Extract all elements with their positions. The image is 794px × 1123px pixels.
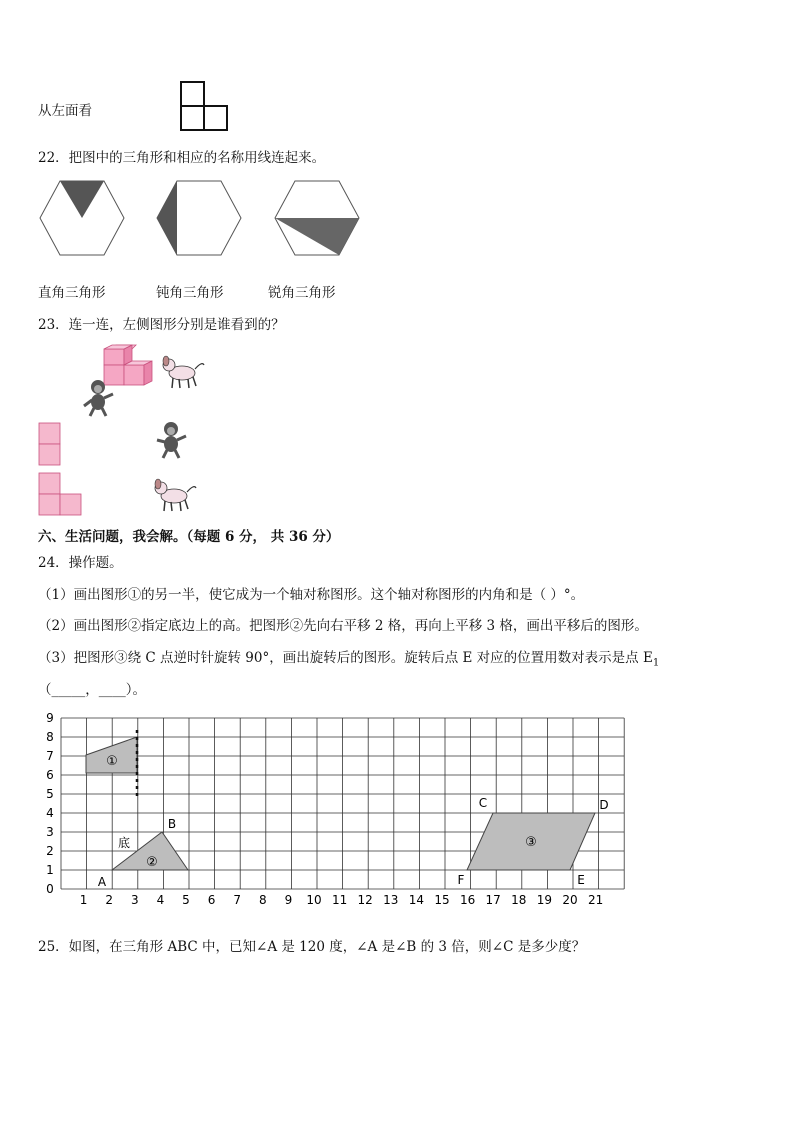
q23-question: 23．连一连，左侧图形分别是谁看到的？	[38, 317, 285, 333]
x-axis-labels	[80, 893, 603, 907]
y-axis-tick-label: 3	[46, 825, 54, 839]
q24-part1: （1）画出图形①的另一半，使它成为一个轴对称图形。这个轴对称图形的内角和是（ ）°。	[38, 587, 585, 603]
y-axis-tick-label: 2	[46, 844, 54, 858]
x-axis-tick-label: 7	[233, 893, 242, 907]
shape-3-label: ③	[525, 835, 537, 850]
x-axis-tick-label: 17	[485, 893, 501, 907]
monkey-icon	[153, 420, 189, 460]
y-axis-labels	[46, 711, 54, 896]
y-axis-tick-label: 0	[46, 882, 54, 896]
x-axis-tick-label: 6	[207, 893, 216, 907]
q24-title: 24．操作题。	[38, 555, 123, 571]
x-axis-tick-label: 4	[156, 893, 165, 907]
y-axis-tick-label: 6	[46, 768, 54, 782]
dog-icon	[152, 478, 198, 514]
hexagon-figure-3	[273, 178, 363, 258]
point-e-label: E	[577, 873, 585, 887]
q24-part3	[38, 646, 659, 669]
x-axis-tick-label: 18	[511, 893, 527, 907]
point-f-label: F	[457, 873, 465, 887]
x-axis-tick-label: 20	[562, 893, 578, 907]
x-axis-tick-label: 5	[182, 893, 190, 907]
point-b-label: B	[167, 817, 177, 831]
y-axis-tick-label: 8	[46, 730, 54, 744]
y-axis-tick-label: 1	[46, 863, 54, 877]
shape-2-label: ②	[146, 855, 158, 870]
view-figure-vertical	[38, 422, 62, 466]
x-axis-tick-label: 8	[258, 893, 267, 907]
y-axis-tick-label: 7	[46, 749, 54, 763]
section-6-title: 六、生活问题，我会解。（每题 6 分， 共 36 分）	[38, 529, 340, 545]
q24-part3-text: （3）把图形③绕 C 点逆时针旋转 90°，画出旋转后的图形。旋转后点 E 对应的位置用数对表示是点 E	[38, 650, 653, 666]
y-axis-tick-label: 4	[46, 806, 54, 820]
base-label: 底	[117, 836, 131, 850]
x-axis-tick-label: 15	[434, 893, 450, 907]
triangle-name-acute: 锐角三角形	[268, 285, 336, 301]
x-axis-tick-label: 19	[536, 893, 553, 907]
y-axis-tick-label: 9	[46, 711, 54, 725]
q24-part2: （2）画出图形②指定底边上的高。把图形②先向右平移 2 格，再向上平移 3 格，画出平移后的图形。	[38, 618, 648, 634]
triangle-name-obtuse: 钝角三角形	[156, 285, 224, 301]
x-axis-tick-label: 14	[408, 893, 425, 907]
monkey-icon	[80, 378, 116, 418]
left-view-figure	[179, 80, 229, 134]
point-a-label: A	[97, 875, 107, 889]
hexagon-figure-1	[38, 178, 128, 258]
x-axis-tick-label: 11	[331, 893, 348, 907]
point-c-label: C	[478, 796, 488, 810]
dog-icon	[160, 355, 206, 391]
view-from-left-label: 从左面看	[38, 103, 92, 119]
x-axis-tick-label: 13	[383, 893, 399, 907]
view-figure-l-shape	[38, 472, 84, 516]
x-axis-tick-label: 9	[284, 893, 293, 907]
shape-1-label: ①	[106, 754, 118, 769]
coordinate-grid	[0, 700, 794, 920]
q24-part3-subscript: 1	[652, 657, 660, 669]
x-axis-tick-label: 16	[459, 893, 476, 907]
x-axis-tick-label: 12	[357, 893, 373, 907]
y-axis-tick-label: 5	[46, 787, 54, 801]
x-axis-tick-label: 2	[105, 893, 114, 907]
x-axis-tick-label: 3	[130, 893, 139, 907]
x-axis-tick-label: 21	[587, 893, 604, 907]
q24-part3-answer: （_____，____）。	[38, 682, 146, 698]
point-d-label: D	[599, 798, 609, 812]
x-axis-tick-label: 10	[306, 893, 322, 907]
hexagon-figure-2	[155, 178, 245, 258]
triangle-name-right: 直角三角形	[38, 285, 106, 301]
q25-question: 25．如图，在三角形 ABC 中，已知∠A 是 120 度，∠A 是∠B 的 3 倍，则∠C 是多少度？	[38, 939, 586, 955]
x-axis-tick-label: 1	[79, 893, 88, 907]
q22-question: 22．把图中的三角形和相应的名称用线连起来。	[38, 150, 326, 166]
